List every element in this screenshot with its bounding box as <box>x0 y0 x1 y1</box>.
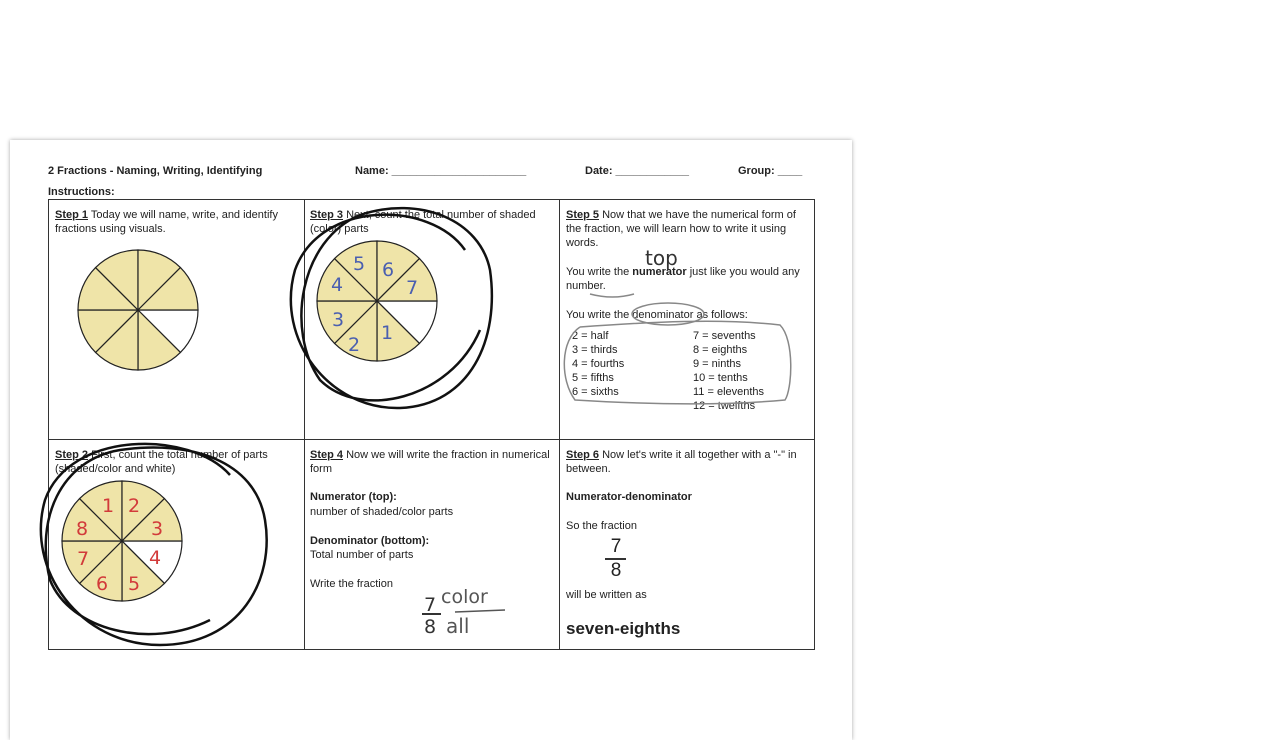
denominator-item: 8 = eighths <box>693 344 748 356</box>
handwritten-red-number: 3 <box>150 518 164 540</box>
handwritten-all: all <box>446 614 470 638</box>
numerator-rule: You write the numerator just like you would any number. <box>566 266 800 292</box>
date-field: Date: ____________ <box>585 165 689 177</box>
step2-text: Step 2 First, count the total number of parts (shaded/color and white) <box>55 449 268 475</box>
handwritten-red-number: 4 <box>148 547 162 569</box>
pencil-underline <box>590 294 634 297</box>
format-label: Numerator-denominator <box>566 491 692 503</box>
handwritten-blue-number: 1 <box>380 322 394 344</box>
denominator-item: 3 = thirds <box>572 344 618 356</box>
denominator-item: 12 = twelfths <box>693 400 756 412</box>
step4-text: Step 4 Now we will write the fraction in numerical form <box>310 449 550 475</box>
write-fraction-label: Write the fraction <box>310 578 393 590</box>
denominator-item: 4 = fourths <box>572 358 625 370</box>
handwritten-numerator: 7 <box>424 594 437 616</box>
handwritten-blue-number: 5 <box>352 253 366 275</box>
handwritten-blue-number: 3 <box>331 309 345 331</box>
denominator-item: 9 = ninths <box>693 358 742 370</box>
denominator-heading: Denominator (bottom): <box>310 535 430 547</box>
denominator-item: 10 = tenths <box>693 372 748 384</box>
step5-text: Step 5 Now that we have the numerical form of the fraction, we will learn how to write it using words. <box>566 209 796 249</box>
step6-text: Step 6 Now let's write it all together with a "-" in between. <box>566 449 797 475</box>
name-field: Name: ______________________ <box>355 165 527 177</box>
so-the-fraction: So the fraction <box>566 520 637 532</box>
handwritten-blue-number: 6 <box>381 259 395 281</box>
denominator-item: 6 = sixths <box>572 386 619 398</box>
handwritten-fraction-bar <box>455 610 505 612</box>
denominator-item: 7 = sevenths <box>693 330 756 342</box>
handwritten-red-number: 8 <box>75 518 89 540</box>
handwritten-red-number: 1 <box>101 495 115 517</box>
will-be-written: will be written as <box>566 589 647 601</box>
handwritten-red-number: 7 <box>76 548 90 570</box>
instructions-label: Instructions: <box>48 186 115 198</box>
handwritten-blue-number: 4 <box>330 274 344 296</box>
step3-text: Step 3 Next, count the total number of shaded (color) parts <box>310 209 536 235</box>
group-field: Group: ____ <box>738 165 803 177</box>
handwritten-blue-number: 2 <box>347 334 361 356</box>
handwritten-top: top <box>645 246 678 270</box>
worksheet-title: 2 Fractions - Naming, Writing, Identifying <box>48 165 263 177</box>
handwritten-red-number: 6 <box>95 573 109 595</box>
denominator-desc: Total number of parts <box>310 549 414 561</box>
handwritten-color: color <box>441 586 488 608</box>
fraction-numerator: 7 <box>610 536 622 557</box>
numerator-desc: number of shaded/color parts <box>310 506 454 518</box>
denominator-item: 2 = half <box>572 330 609 342</box>
step1-text: Step 1 Today we will name, write, and identify fractions using visuals. <box>55 209 278 235</box>
fraction-denominator: 8 <box>610 560 622 581</box>
handwritten-red-number: 2 <box>127 495 141 517</box>
denominator-item: 11 = elevenths <box>693 386 765 398</box>
handwritten-red-number: 5 <box>127 573 141 595</box>
denominator-item: 5 = fifths <box>572 372 614 384</box>
numerator-heading: Numerator (top): <box>310 491 397 503</box>
denominator-rule: You write the denominator as follows: <box>566 309 748 321</box>
handwritten-denominator: 8 <box>424 616 437 638</box>
answer-text: seven-eighths <box>566 619 681 638</box>
handwritten-blue-number: 7 <box>405 277 419 299</box>
pencil-loop <box>564 321 790 404</box>
